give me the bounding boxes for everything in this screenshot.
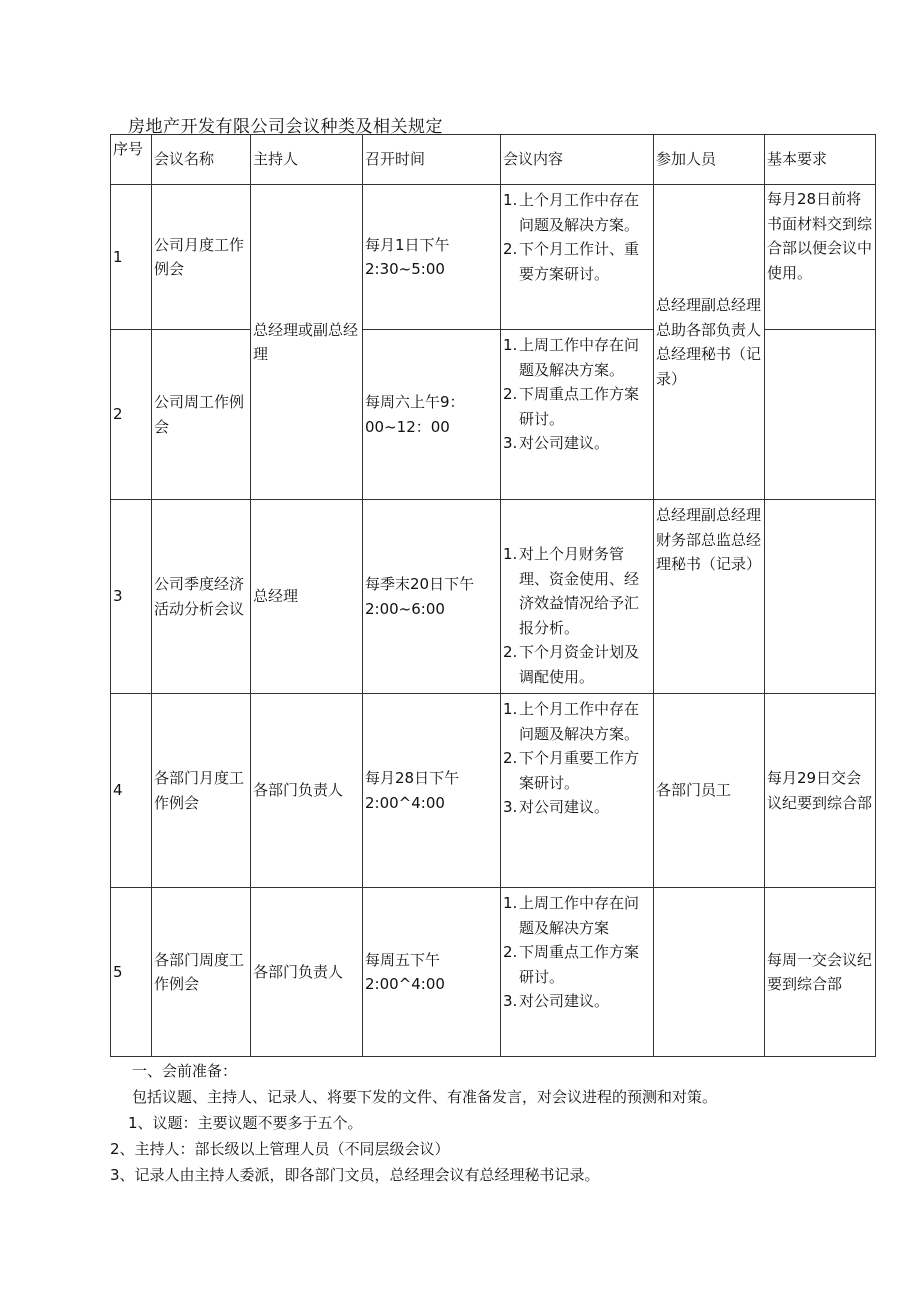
meeting-content (501, 500, 654, 694)
content-item: 3. 对公司建议。 (503, 798, 610, 816)
header-requirement: 基本要求 (765, 135, 876, 185)
note-line: 3、记录人由主持人委派，即各部门文员，总经理会议有总经理秘书记录。 (110, 1166, 600, 1184)
content-item: 1. 上个月工作中存在问题及解决方案。 (503, 191, 640, 234)
requirement-cell: 每周一交会议纪要到综合部 (765, 888, 876, 1057)
participants-cell: 总经理副总经理财务部总监总经理秘书（记录） (654, 500, 765, 694)
table-row (111, 694, 876, 888)
row-no: 2 (111, 330, 152, 500)
host-cell: 总经理 (251, 500, 363, 694)
requirement-cell (765, 330, 876, 500)
content-item: 2. 下个月重要工作方案研讨。 (503, 749, 640, 792)
meeting-name: 公司季度经济活动分析会议 (152, 500, 251, 694)
note-line: 1、议题：主要议题不要多于五个。 (128, 1114, 363, 1132)
notes-section (110, 1058, 717, 1188)
meeting-time: 每月1日下午2:30~5:00 (363, 185, 501, 330)
content-item: 2. 下个月工作计、重要方案研讨。 (503, 240, 640, 283)
meeting-content (501, 330, 654, 500)
meeting-content (501, 694, 654, 888)
meeting-time: 每周五下午2:00^4:00 (363, 888, 501, 1057)
header-no: 序号 (111, 135, 152, 185)
requirement-cell: 每月28日前将书面材料交到综合部以便会议中使用。 (765, 185, 876, 330)
participants-cell (654, 888, 765, 1057)
note-line: 2、主持人：部长级以上管理人员（不同层级会议） (110, 1140, 450, 1158)
table-header-row (111, 135, 876, 185)
meeting-content (501, 888, 654, 1057)
content-item: 1. 上周工作中存在问题及解决方案。 (503, 336, 640, 379)
meeting-name: 各部门周度工作例会 (152, 888, 251, 1057)
header-participants: 参加人员 (654, 135, 765, 185)
note-line: 包括议题、主持人、记录人、将要下发的文件、有准备发言，对会议进程的预测和对策。 (132, 1088, 718, 1106)
table-row (111, 185, 876, 330)
host-cell: 各部门负责人 (251, 888, 363, 1057)
requirement-cell: 每月29日交会议纪要到综合部 (765, 694, 876, 888)
content-item: 3. 对公司建议。 (503, 992, 610, 1010)
row-no: 5 (111, 888, 152, 1057)
meeting-time: 每季末20日下午2:00~6:00 (363, 500, 501, 694)
table-row (111, 888, 876, 1057)
content-item: 2. 下周重点工作方案研讨。 (503, 943, 640, 986)
note-heading: 一、会前准备： (132, 1062, 238, 1080)
table-row (111, 500, 876, 694)
row-no: 4 (111, 694, 152, 888)
header-content: 会议内容 (501, 135, 654, 185)
content-item: 3. 对公司建议。 (503, 434, 610, 452)
header-time: 召开时间 (363, 135, 501, 185)
content-item: 1. 上个月工作中存在问题及解决方案。 (503, 700, 640, 743)
meeting-content (501, 185, 654, 330)
meeting-time: 每月28日下午2:00^4:00 (363, 694, 501, 888)
content-item: 1. 对上个月财务管理、资金使用、经济效益情况给予汇报分析。 (503, 545, 640, 637)
meeting-name: 各部门月度工作例会 (152, 694, 251, 888)
host-cell: 总经理或副总经理 (251, 185, 363, 500)
meeting-time: 每周六上午9：00~12：00 (363, 330, 501, 500)
requirement-cell (765, 500, 876, 694)
header-name: 会议名称 (152, 135, 251, 185)
content-item: 2. 下个月资金计划及调配使用。 (503, 643, 640, 686)
participants-cell: 各部门员工 (654, 694, 765, 888)
meeting-name: 公司周工作例会 (152, 330, 251, 500)
meeting-types-table (110, 134, 876, 1057)
host-cell: 各部门负责人 (251, 694, 363, 888)
row-no: 3 (111, 500, 152, 694)
participants-cell: 总经理副总经理总助各部负责人总经理秘书（记录） (654, 185, 765, 500)
content-item: 1. 上周工作中存在问题及解决方案 (503, 894, 640, 937)
document-title: 房地产开发有限公司会议种类及相关规定 (128, 117, 443, 137)
content-item: 2. 下周重点工作方案研讨。 (503, 385, 640, 428)
header-host: 主持人 (251, 135, 363, 185)
meeting-name: 公司月度工作例会 (152, 185, 251, 330)
row-no: 1 (111, 185, 152, 330)
